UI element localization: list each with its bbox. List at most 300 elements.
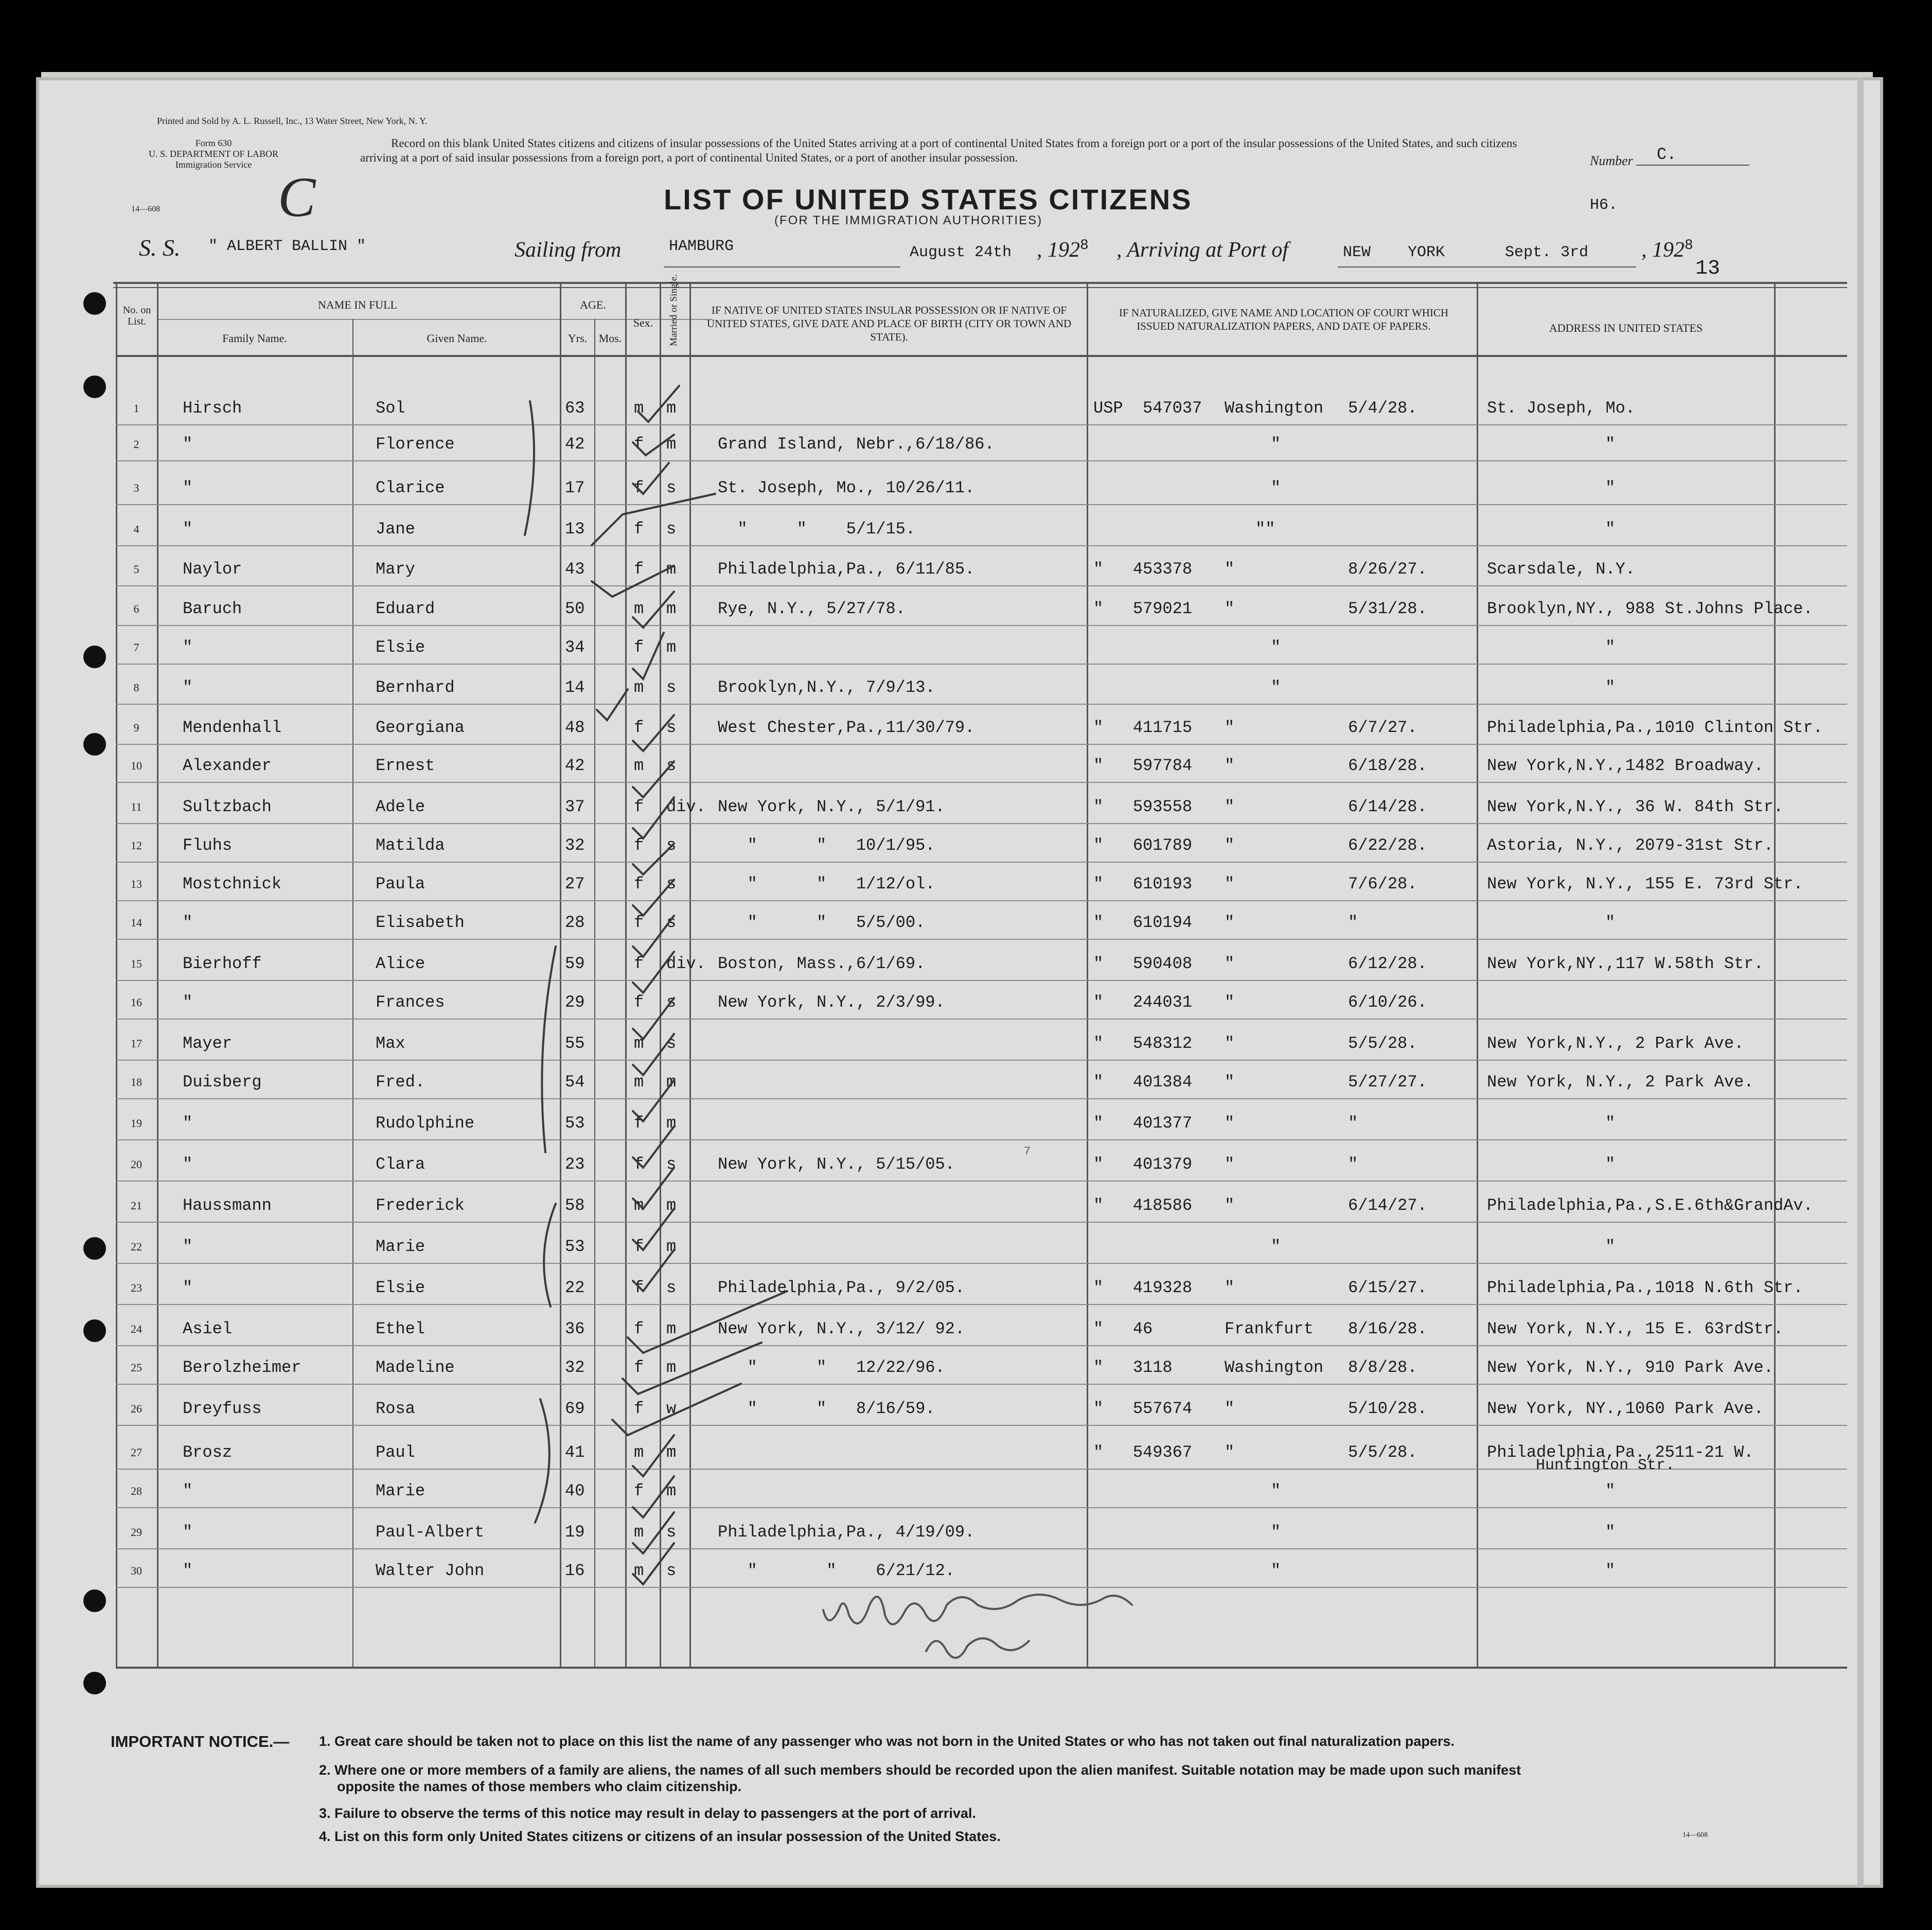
age-years: 34 xyxy=(565,638,585,657)
instruction-text: Record on this blank United States citizens and citizens of insular possessions of the United States arriving at a port of continental United States from a foreign port or a port of the insular possessions of the United States, and such citizens arriving at a port of said insular possessions from a foreign port, a port of continental United States, or a port of another insular possession. xyxy=(360,137,1517,164)
naturalization-court: " xyxy=(1225,836,1235,855)
age-years: 19 xyxy=(565,1523,585,1542)
marital-status: s xyxy=(666,1155,677,1174)
given-name: Florence xyxy=(376,435,455,454)
form-dept: U. S. DEPARTMENT OF LABOR xyxy=(149,149,278,159)
naturalization-cert: " 401377 xyxy=(1093,1114,1193,1133)
naturalization-date: 7/6/28. xyxy=(1348,874,1417,893)
sex: f xyxy=(634,560,644,579)
naturalization-cert: " 579021 xyxy=(1093,599,1193,618)
age-years: 13 xyxy=(565,520,585,539)
age-years: 48 xyxy=(565,718,585,737)
age-years: 14 xyxy=(565,678,585,697)
given-name: Frederick xyxy=(376,1196,465,1215)
arrival-year-prefix: , 192 xyxy=(1641,238,1685,262)
us-address: " xyxy=(1605,520,1616,539)
row-number: 13 xyxy=(131,878,142,890)
age-years: 63 xyxy=(565,399,585,418)
family-name: Haussmann xyxy=(183,1196,272,1215)
naturalization-cert: " 418586 xyxy=(1093,1196,1193,1215)
row-rule xyxy=(116,900,1847,901)
row-number: 17 xyxy=(131,1037,142,1050)
age-years: 32 xyxy=(565,1358,585,1377)
family-name: " xyxy=(183,1237,193,1256)
naturalization-court: " xyxy=(1225,560,1235,579)
naturalization-date: 5/5/28. xyxy=(1348,1443,1417,1462)
handwritten-checkmarks xyxy=(515,381,823,1625)
age-years: 58 xyxy=(565,1196,585,1215)
row-rule xyxy=(116,1222,1847,1223)
us-address: New York,N.Y., 36 W. 84th Str. xyxy=(1487,797,1784,816)
ss-label: S. S. xyxy=(139,235,181,261)
given-name: Eduard xyxy=(376,599,435,618)
form-service: Immigration Service xyxy=(175,159,252,170)
naturalization-court: Washington xyxy=(1225,399,1324,418)
sex: f xyxy=(634,797,644,816)
row-number: 28 xyxy=(131,1485,142,1497)
marital-status: m xyxy=(666,1358,677,1377)
family-name: " xyxy=(183,913,193,932)
family-name: Brosz xyxy=(183,1443,233,1462)
notice-2-cont: opposite the names of those members who claim citizenship. xyxy=(337,1779,742,1794)
naturalization-court: " xyxy=(1225,718,1235,737)
given-name: Clarice xyxy=(376,478,445,497)
form-block xyxy=(134,138,293,170)
punch-hole xyxy=(83,376,106,398)
sex: f xyxy=(634,478,644,497)
naturalization-court: Frankfurt xyxy=(1225,1319,1314,1338)
naturalization-date: 5/27/27. xyxy=(1348,1073,1427,1092)
row-rule xyxy=(116,1304,1847,1305)
sex: m xyxy=(634,1443,644,1462)
age-years: 40 xyxy=(565,1481,585,1500)
marital-status: s xyxy=(666,874,677,893)
marital-status: s xyxy=(666,1034,677,1053)
us-address: " xyxy=(1605,913,1616,932)
us-address: " xyxy=(1605,1237,1616,1256)
marital-status: m xyxy=(666,638,677,657)
us-address: Philadelphia,Pa.,1010 Clinton Str. xyxy=(1487,718,1823,737)
sex: m xyxy=(634,1034,644,1053)
header-given-name: Given Name. xyxy=(427,332,487,345)
header-sex: Sex. xyxy=(633,316,653,329)
row-rule xyxy=(116,1384,1847,1385)
family-name: Berolzheimer xyxy=(183,1358,302,1377)
age-years: 55 xyxy=(565,1034,585,1053)
punch-hole xyxy=(83,1589,106,1612)
family-name: " xyxy=(183,435,193,454)
given-name: Walter John xyxy=(376,1561,485,1580)
age-years: 69 xyxy=(565,1399,585,1418)
naturalization-court: " xyxy=(1225,797,1235,816)
us-address: Philadelphia,Pa.,S.E.6th&GrandAv. xyxy=(1487,1196,1813,1215)
table-top-border xyxy=(113,287,1847,288)
naturalization-court: " xyxy=(1225,874,1235,893)
number-label: Number xyxy=(1590,153,1633,168)
important-notice-label: IMPORTANT NOTICE.— xyxy=(111,1732,290,1750)
family-name: " xyxy=(183,638,193,657)
row-rule xyxy=(116,823,1847,824)
page-number: 13 xyxy=(1695,257,1721,280)
marital-status: s xyxy=(666,1278,677,1297)
table-top-border xyxy=(113,282,1847,284)
given-name: Max xyxy=(376,1034,405,1053)
given-name: Marie xyxy=(376,1237,426,1256)
naturalization-cert: " 411715 xyxy=(1093,718,1193,737)
marital-status: w xyxy=(666,1399,677,1418)
row-rule xyxy=(116,939,1847,940)
row-number: 11 xyxy=(131,800,142,813)
notice-2: 2. Where one or more members of a family are aliens, the names of all such members should be recorded upon the alien manifest. Suitable notation may be made upon such manifest xyxy=(319,1762,1521,1778)
given-name: Rudolphine xyxy=(376,1114,475,1133)
sex: m xyxy=(634,399,644,418)
us-address: New York, N.Y., 2 Park Ave. xyxy=(1487,1073,1754,1092)
age-years: 27 xyxy=(565,874,585,893)
row-number: 3 xyxy=(133,481,139,494)
birth-place-date: Philadelphia,Pa., 9/2/05. xyxy=(718,1278,965,1297)
marital-status: m xyxy=(666,560,677,579)
marital-status: div. xyxy=(666,797,706,816)
naturalization-date: 5/5/28. xyxy=(1348,1034,1417,1053)
col-border xyxy=(1774,282,1776,1668)
given-name: Jane xyxy=(376,520,415,539)
row-number: 4 xyxy=(133,523,139,535)
header-age: AGE. xyxy=(580,298,606,311)
sex: m xyxy=(634,678,644,697)
marital-status: s xyxy=(666,756,677,775)
naturalization-date: " xyxy=(1348,1114,1358,1133)
naturalization-court: " xyxy=(1271,435,1281,454)
sex: f xyxy=(634,638,644,657)
sex: f xyxy=(634,836,644,855)
age-years: 23 xyxy=(565,1155,585,1174)
form-number: Form 630 xyxy=(195,138,232,148)
sailing-from-port: HAMBURG xyxy=(669,238,734,255)
arrival-year xyxy=(1641,238,1693,262)
header-address: ADDRESS IN UNITED STATES xyxy=(1549,321,1703,334)
birth-place-date: St. Joseph, Mo., 10/26/11. xyxy=(718,478,975,497)
age-years: 37 xyxy=(565,797,585,816)
family-name: " xyxy=(183,478,193,497)
row-rule xyxy=(116,504,1847,505)
sex: f xyxy=(634,520,644,539)
header-name-in-full: NAME IN FULL xyxy=(318,298,397,311)
header-family-name: Family Name. xyxy=(222,332,287,345)
birth-place-date: " " 8/16/59. xyxy=(718,1399,935,1418)
family-name: Dreyfuss xyxy=(183,1399,262,1418)
family-name: " xyxy=(183,1278,193,1297)
birth-place-date: Boston, Mass.,6/1/69. xyxy=(718,954,926,973)
row-rule xyxy=(116,862,1847,863)
marital-status: m xyxy=(666,1237,677,1256)
marital-status: s xyxy=(666,478,677,497)
given-name: Adele xyxy=(376,797,426,816)
row-rule xyxy=(116,1181,1847,1182)
naturalization-date: 6/14/28. xyxy=(1348,797,1427,816)
row-number: 6 xyxy=(133,602,139,615)
sex: f xyxy=(634,435,644,454)
age-years: 32 xyxy=(565,836,585,855)
voyage-underline xyxy=(664,266,900,267)
naturalization-date: 6/15/27. xyxy=(1348,1278,1427,1297)
row-rule xyxy=(116,782,1847,783)
age-years: 54 xyxy=(565,1073,585,1092)
us-address: " xyxy=(1605,1561,1616,1580)
marital-status: m xyxy=(666,1481,677,1500)
h-mark: H6. xyxy=(1590,196,1618,214)
us-address: " xyxy=(1605,435,1616,454)
naturalization-court: " xyxy=(1225,1034,1235,1053)
family-name: Fluhs xyxy=(183,836,233,855)
row-number: 5 xyxy=(133,563,139,576)
header-naturalized: IF NATURALIZED, GIVE NAME AND LOCATION OF COURT WHICH ISSUED NATURALIZATION PAPERS, AND DATE OF PAPERS. xyxy=(1119,307,1449,332)
naturalization-cert: " 601789 xyxy=(1093,836,1193,855)
marital-status: div. xyxy=(666,954,706,973)
family-name: Sultzbach xyxy=(183,797,272,816)
birth-place-date: Philadelphia,Pa., 4/19/09. xyxy=(718,1523,975,1542)
sex: f xyxy=(634,1155,644,1174)
naturalization-court: " xyxy=(1225,1155,1235,1174)
row-rule xyxy=(116,1425,1847,1426)
naturalization-court: " xyxy=(1225,1073,1235,1092)
birth-place-date: New York, N.Y., 2/3/99. xyxy=(718,993,945,1012)
given-name: Sol xyxy=(376,399,405,418)
age-years: 22 xyxy=(565,1278,585,1297)
birth-place-date: New York, N.Y., 5/1/91. xyxy=(718,797,945,816)
col-border xyxy=(1087,282,1088,1668)
punch-hole xyxy=(83,292,106,315)
sex: f xyxy=(634,1278,644,1297)
family-name: Duisberg xyxy=(183,1073,262,1092)
row-number: 8 xyxy=(133,681,139,694)
col-border xyxy=(116,282,117,1668)
naturalization-cert: " 548312 xyxy=(1093,1034,1193,1053)
naturalization-cert: USP 547037 xyxy=(1093,399,1202,418)
page-edge-right xyxy=(1857,77,1864,1888)
row-number: 21 xyxy=(131,1199,142,1212)
row-number: 25 xyxy=(131,1361,142,1374)
sex: f xyxy=(634,954,644,973)
sex: f xyxy=(634,1399,644,1418)
row-rule xyxy=(116,1018,1847,1020)
age-years: 59 xyxy=(565,954,585,973)
age-years: 29 xyxy=(565,993,585,1012)
row-number: 24 xyxy=(131,1323,142,1335)
given-name: Georgiana xyxy=(376,718,465,737)
marital-status: m xyxy=(666,1073,677,1092)
naturalization-date: 5/31/28. xyxy=(1348,599,1427,618)
row-rule xyxy=(116,625,1847,626)
footer-code: 14—608 xyxy=(1682,1831,1708,1839)
naturalization-date: 6/12/28. xyxy=(1348,954,1427,973)
voyage-underline xyxy=(1338,266,1636,267)
birth-place-date: " " 1/12/ol. xyxy=(718,874,935,893)
marital-status: s xyxy=(666,836,677,855)
given-name: Elisabeth xyxy=(376,913,465,932)
address-continuation: Huntington Str. xyxy=(1536,1457,1675,1474)
row-number: 7 xyxy=(133,641,139,654)
us-address: New York,N.Y.,1482 Broadway. xyxy=(1487,756,1764,775)
row-rule xyxy=(116,1345,1847,1346)
naturalization-court: " xyxy=(1225,913,1235,932)
naturalization-cert: " 590408 xyxy=(1093,954,1193,973)
naturalization-court: " xyxy=(1271,638,1281,657)
naturalization-cert: " 593558 xyxy=(1093,797,1193,816)
naturalization-date: 5/10/28. xyxy=(1348,1399,1427,1418)
naturalization-court: " xyxy=(1271,1561,1281,1580)
header-native-birth: IF NATIVE OF UNITED STATES INSULAR POSSESSION OR IF NATIVE OF UNITED STATES, GIVE DATE AND PLACE OF BIRTH (CITY OR TOWN AND STATE). xyxy=(706,304,1072,343)
row-number: 23 xyxy=(131,1281,142,1294)
row-rule xyxy=(116,1098,1847,1099)
naturalization-court: Washington xyxy=(1225,1358,1324,1377)
col-border xyxy=(352,319,353,1668)
row-rule xyxy=(116,460,1847,461)
row-number: 30 xyxy=(131,1564,142,1577)
naturalization-date: 6/22/28. xyxy=(1348,836,1427,855)
us-address: " xyxy=(1605,1155,1616,1174)
row-number: 16 xyxy=(131,996,142,1009)
naturalization-cert: " 46 xyxy=(1093,1319,1153,1338)
family-name: " xyxy=(183,1523,193,1542)
family-name: " xyxy=(183,1481,193,1500)
naturalization-court: "" xyxy=(1255,520,1275,539)
us-address: Scarsdale, N.Y. xyxy=(1487,560,1636,579)
naturalization-court: " xyxy=(1225,1196,1235,1215)
us-address: " xyxy=(1605,1523,1616,1542)
printer-line: Printed and Sold by A. L. Russell, Inc., 13 Water Street, New York, N. Y. xyxy=(157,116,428,126)
us-address: " xyxy=(1605,638,1616,657)
age-years: 53 xyxy=(565,1114,585,1133)
given-name: Elsie xyxy=(376,1278,426,1297)
marital-status: m xyxy=(666,399,677,418)
sex: m xyxy=(634,1523,644,1542)
naturalization-cert: " 597784 xyxy=(1093,756,1193,775)
sex: f xyxy=(634,1481,644,1500)
naturalization-cert: " 610193 xyxy=(1093,874,1193,893)
us-address: Philadelphia,Pa.,1018 N.6th Str. xyxy=(1487,1278,1803,1297)
arriving-label: , Arriving at Port of xyxy=(1116,238,1289,262)
age-years: 50 xyxy=(565,599,585,618)
naturalization-date: " xyxy=(1348,1155,1358,1174)
sailing-year-suffix: 8 xyxy=(1080,238,1089,254)
given-name: Frances xyxy=(376,993,445,1012)
naturalization-cert: " 419328 xyxy=(1093,1278,1193,1297)
birth-place-date: " " 5/5/00. xyxy=(718,913,926,932)
marital-status: m xyxy=(666,599,677,618)
naturalization-court: " xyxy=(1271,478,1281,497)
given-name: Marie xyxy=(376,1481,426,1500)
naturalization-court: " xyxy=(1271,1523,1281,1542)
row-rule xyxy=(116,1548,1847,1549)
handwritten-signature xyxy=(813,1574,1183,1677)
row-rule xyxy=(116,664,1847,665)
header-age-years: Yrs. xyxy=(568,332,588,345)
naturalization-court: " xyxy=(1225,993,1235,1012)
us-address: New York, N.Y., 155 E. 73rd Str. xyxy=(1487,874,1803,893)
row-number: 18 xyxy=(131,1076,142,1088)
sex: f xyxy=(634,1237,644,1256)
naturalization-date: " xyxy=(1348,913,1358,932)
given-name: Rosa xyxy=(376,1399,415,1418)
naturalization-court: " xyxy=(1225,1443,1235,1462)
given-name: Ernest xyxy=(376,756,435,775)
given-name: Matilda xyxy=(376,836,445,855)
given-name: Clara xyxy=(376,1155,426,1174)
us-address: New York, NY.,1060 Park Ave. xyxy=(1487,1399,1764,1418)
naturalization-cert: " 453378 xyxy=(1093,560,1193,579)
sex: f xyxy=(634,993,644,1012)
naturalization-court: " xyxy=(1225,1399,1235,1418)
sex: f xyxy=(634,1319,644,1338)
row-rule xyxy=(116,744,1847,745)
us-address: Philadelphia,Pa.,2511-21 W. xyxy=(1487,1443,1754,1462)
birth-place-date: Brooklyn,N.Y., 7/9/13. xyxy=(718,678,935,697)
sailing-date: August 24th xyxy=(910,244,1012,261)
naturalization-cert: " 401379 xyxy=(1093,1155,1193,1174)
sex: f xyxy=(634,1114,644,1133)
family-name: Baruch xyxy=(183,599,242,618)
punch-hole xyxy=(83,733,106,756)
row-rule xyxy=(116,1060,1847,1061)
number-underline xyxy=(1636,165,1749,166)
sex: f xyxy=(634,874,644,893)
marital-status: s xyxy=(666,1523,677,1542)
naturalization-court: " xyxy=(1225,756,1235,775)
marital-status: m xyxy=(666,1114,677,1133)
us-address: Brooklyn,NY., 988 St.Johns Place. xyxy=(1487,599,1813,618)
given-name: Ethel xyxy=(376,1319,426,1338)
naturalization-date: 6/7/27. xyxy=(1348,718,1417,737)
given-name: Paula xyxy=(376,874,426,893)
naturalization-cert: " 549367 xyxy=(1093,1443,1193,1462)
row-number: 22 xyxy=(131,1240,142,1253)
family-name: Mendenhall xyxy=(183,718,282,737)
birth-place-date: Rye, N.Y., 5/27/78. xyxy=(718,599,906,618)
family-name: " xyxy=(183,1155,193,1174)
row-rule xyxy=(116,1507,1847,1508)
age-years: 41 xyxy=(565,1443,585,1462)
naturalization-cert: " 610194 xyxy=(1093,913,1193,932)
sex: f xyxy=(634,718,644,737)
row-number: 26 xyxy=(131,1402,142,1415)
age-years: 53 xyxy=(565,1237,585,1256)
us-address: New York,NY.,117 W.58th Str. xyxy=(1487,954,1764,973)
form-code: 14—608 xyxy=(131,205,160,213)
family-name: Mostchnick xyxy=(183,874,282,893)
birth-place-date: Grand Island, Nebr.,6/18/86. xyxy=(718,435,995,454)
family-name: Alexander xyxy=(183,756,272,775)
birth-place-date: West Chester,Pa.,11/30/79. xyxy=(718,718,975,737)
age-years: 43 xyxy=(565,560,585,579)
row-number: 9 xyxy=(133,721,139,734)
birth-place-date: New York, N.Y., 5/15/05. xyxy=(718,1155,955,1174)
row-number: 27 xyxy=(131,1446,142,1459)
naturalization-date: 8/16/28. xyxy=(1348,1319,1427,1338)
notice-4: 4. List on this form only United States citizens or citizens of an insular possession of the United States. xyxy=(319,1829,1001,1844)
page-title: LIST OF UNITED STATES CITIZENS xyxy=(664,183,1193,216)
header-age-months: Mos. xyxy=(598,332,622,345)
row-number: 15 xyxy=(131,957,142,970)
marital-status: m xyxy=(666,1196,677,1215)
arrival-date: Sept. 3rd xyxy=(1505,244,1589,261)
punch-hole xyxy=(83,1237,106,1260)
family-name: Hirsch xyxy=(183,399,242,418)
punch-hole xyxy=(83,1319,106,1342)
row-number: 29 xyxy=(131,1526,142,1539)
age-years: 28 xyxy=(565,913,585,932)
row-number: 12 xyxy=(131,839,142,852)
row-rule xyxy=(116,585,1847,586)
